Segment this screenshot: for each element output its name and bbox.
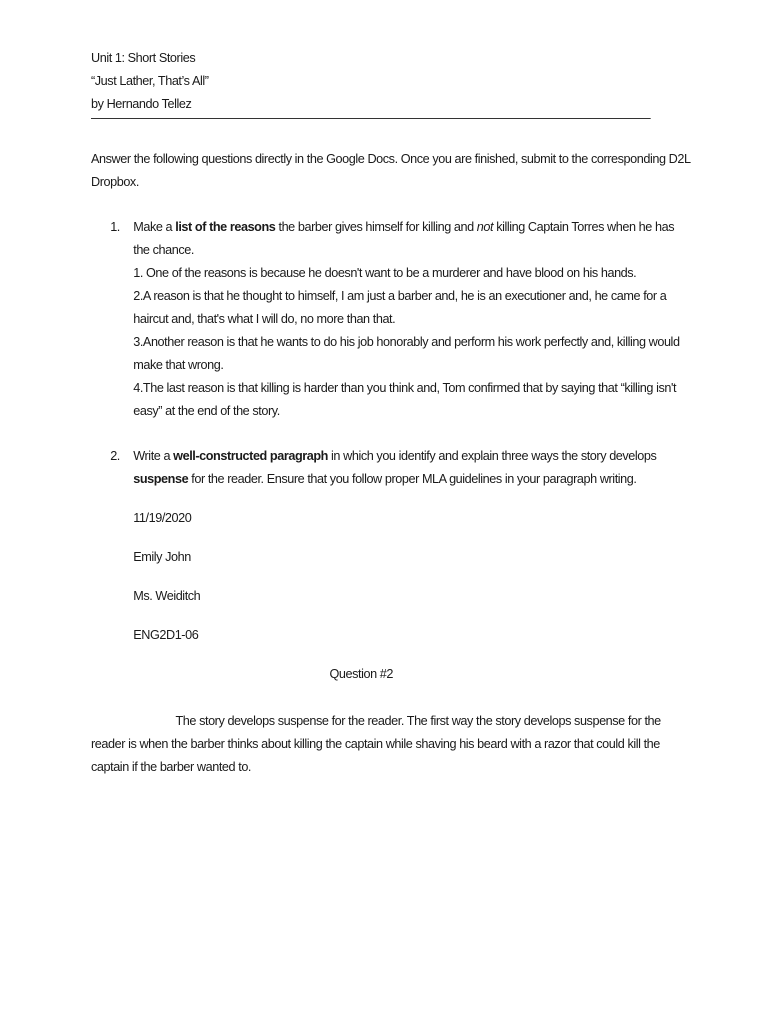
prompt-text: for the reader. Ensure that you follow proper MLA guidelines in your paragraph writing.: [188, 471, 637, 486]
instructions-paragraph: [91, 147, 691, 193]
prompt-text: in which you identify and explain three ways the story develops: [327, 448, 657, 463]
mla-course-code: ENG2D1-06: [133, 627, 199, 642]
question-2-prompt: [133, 444, 657, 467]
prompt-text: the barber gives himself for killing and: [275, 219, 477, 234]
answer-line: easy” at the end of the story.: [133, 403, 280, 418]
prompt-emphasis: well-constructed paragraph: [173, 448, 328, 463]
prompt-emphasis-italic: not: [476, 219, 494, 234]
question-number: 2.: [110, 448, 120, 463]
prompt-emphasis: suspense: [133, 471, 189, 486]
story-author: by Hernando Tellez: [91, 96, 192, 111]
prompt-emphasis: list of the reasons: [175, 219, 276, 234]
essay-body: [91, 709, 661, 778]
question-1: [91, 215, 680, 422]
mla-date: 11/19/2020: [133, 510, 192, 525]
instructions-line-2: Dropbox.: [91, 174, 139, 189]
prompt-text: killing Captain Torres when he has: [493, 219, 675, 234]
question-number: 1.: [110, 219, 120, 234]
answer-line: 4.The last reason is that killing is harder than you think and, Tom confirmed that by saying that “killing isn't: [133, 380, 677, 395]
document-page: [91, 46, 691, 778]
instructions-line-1: Answer the following questions directly in the Google Docs. Once you are finished, submit to the corresponding D2L: [91, 151, 691, 166]
mla-student-name: Emily John: [133, 549, 191, 564]
document-header: [91, 46, 653, 115]
answer-line: 1. One of the reasons is because he doesn't want to be a murderer and have blood on his hands.: [133, 265, 637, 280]
mla-teacher-name: Ms. Weiditch: [133, 588, 201, 603]
questions-list: [91, 215, 680, 646]
horizontal-divider: [91, 118, 651, 119]
essay-title: Question #2: [329, 666, 393, 681]
essay-line: captain if the barber wanted to.: [91, 759, 252, 774]
story-title: “Just Lather, That’s All”: [91, 73, 209, 88]
question-2: [91, 444, 657, 646]
question-1-prompt-line-2: the chance.: [133, 242, 194, 257]
answer-line: 3.Another reason is that he wants to do his job honorably and perform his work perfectly and, killing would: [133, 334, 680, 349]
question-2-prompt-line-2: [133, 467, 652, 490]
essay-line: The story develops suspense for the reader. The first way the story develops suspense for the: [175, 713, 661, 728]
mla-heading: [133, 506, 652, 646]
question-1-prompt: [133, 215, 675, 238]
essay-line: reader is when the barber thinks about killing the captain while shaving his beard with a razor that could kill the: [91, 736, 660, 751]
answer-line: make that wrong.: [133, 357, 224, 372]
unit-heading: Unit 1: Short Stories: [91, 50, 196, 65]
answer-line: 2.A reason is that he thought to himself, I am just a barber and, he is an executioner and, he came for a: [133, 288, 667, 303]
answer-line: haircut and, that's what I will do, no more than that.: [133, 311, 396, 326]
prompt-text: Write a: [133, 448, 174, 463]
prompt-text: Make a: [133, 219, 176, 234]
